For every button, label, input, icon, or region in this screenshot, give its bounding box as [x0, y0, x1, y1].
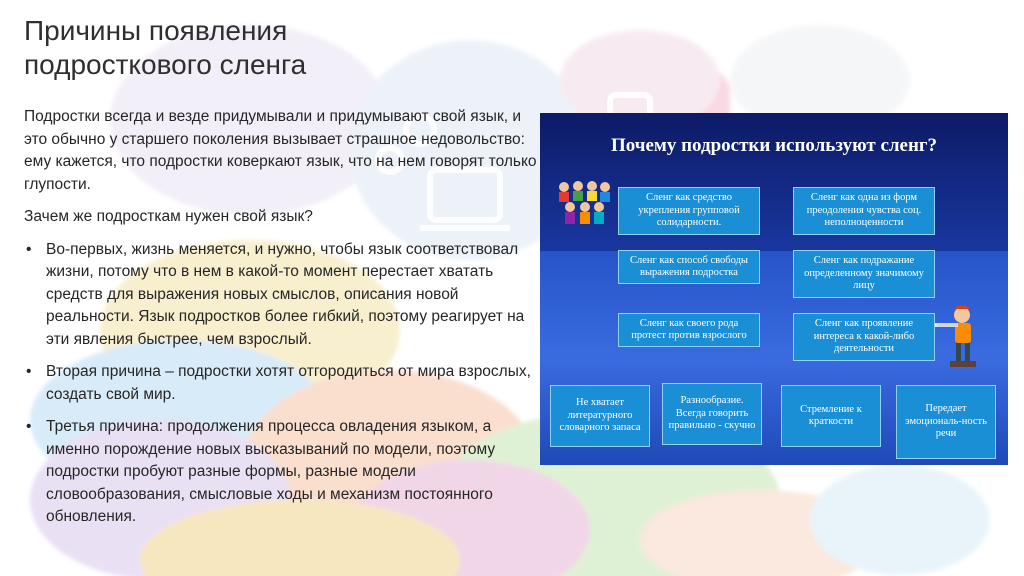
- reason-box: Сленг как способ свободы выражения подростка: [618, 250, 760, 284]
- intro-paragraph: Подростки всегда и везде придумывали и придумывают свой язык, и это обычно у старшего поколения вызывает страшное недовольство: ему кажется, что подростки коверкают язык, что на нем говорят только глупости.: [24, 108, 537, 193]
- title-line-1: Причины появления: [24, 15, 288, 46]
- list-item: [24, 239, 539, 352]
- title-line-2: подросткового сленга: [24, 49, 307, 80]
- page-title: [24, 14, 424, 82]
- body-text: [24, 106, 539, 539]
- reason-box: Сленг как средство укрепления групповой солидарности.: [618, 187, 760, 235]
- question-paragraph: Зачем же подросткам нужен свой язык?: [24, 208, 313, 225]
- children-group-illustration: [556, 179, 612, 229]
- bullet-icon: •: [26, 418, 32, 435]
- list-item-text: Третья причина: продолжения процесса овладения языком, а именно порождение новых высказываний по модели, поэтому подростки пробуют разные формы, разные модели словообразования, смысловые ходы и механизм постоянного обновления.: [46, 418, 496, 525]
- list-item-text: Во-первых, жизнь меняется, и нужно, чтобы язык соответствовал жизни, потому что в нем в какой-то момент перестает хватать средств для выражения новых смыслов, описания новой реальности. Язык подростков более гибкий, поэтому реагирует на эти явления быстрее, чем взрослый.: [46, 240, 525, 348]
- reason-box: Сленг как своего рода протест против взрослого: [618, 313, 760, 347]
- reason-box: Стремление к краткости: [781, 385, 881, 447]
- reason-box: Сленг как одна из форм преодоления чувства соц. неполноценности: [793, 187, 935, 235]
- bullet-icon: •: [26, 240, 32, 258]
- list-item-text: Вторая причина – подростки хотят отгородиться от мира взрослых, создать свой мир.: [46, 363, 531, 403]
- trumpeter-illustration: [930, 303, 980, 369]
- panel-title: Почему подростки используют сленг?: [610, 135, 938, 156]
- reason-box: Сленг как проявление интереса к какой-либо деятельности: [793, 313, 935, 361]
- slang-reasons-panel: [540, 113, 1008, 465]
- list-item: [24, 416, 539, 529]
- reasons-list: [24, 239, 539, 529]
- reason-box: Передает эмоциональ-ность речи: [896, 385, 996, 459]
- list-item: [24, 361, 539, 406]
- reason-box: Разнообразие. Всегда говорить правильно - скучно: [662, 383, 762, 445]
- reason-box: Сленг как подражание определенному значимому лицу: [793, 250, 935, 298]
- reason-box: Не хватает литературного словарного запаса: [550, 385, 650, 447]
- bullet-icon: •: [26, 363, 32, 380]
